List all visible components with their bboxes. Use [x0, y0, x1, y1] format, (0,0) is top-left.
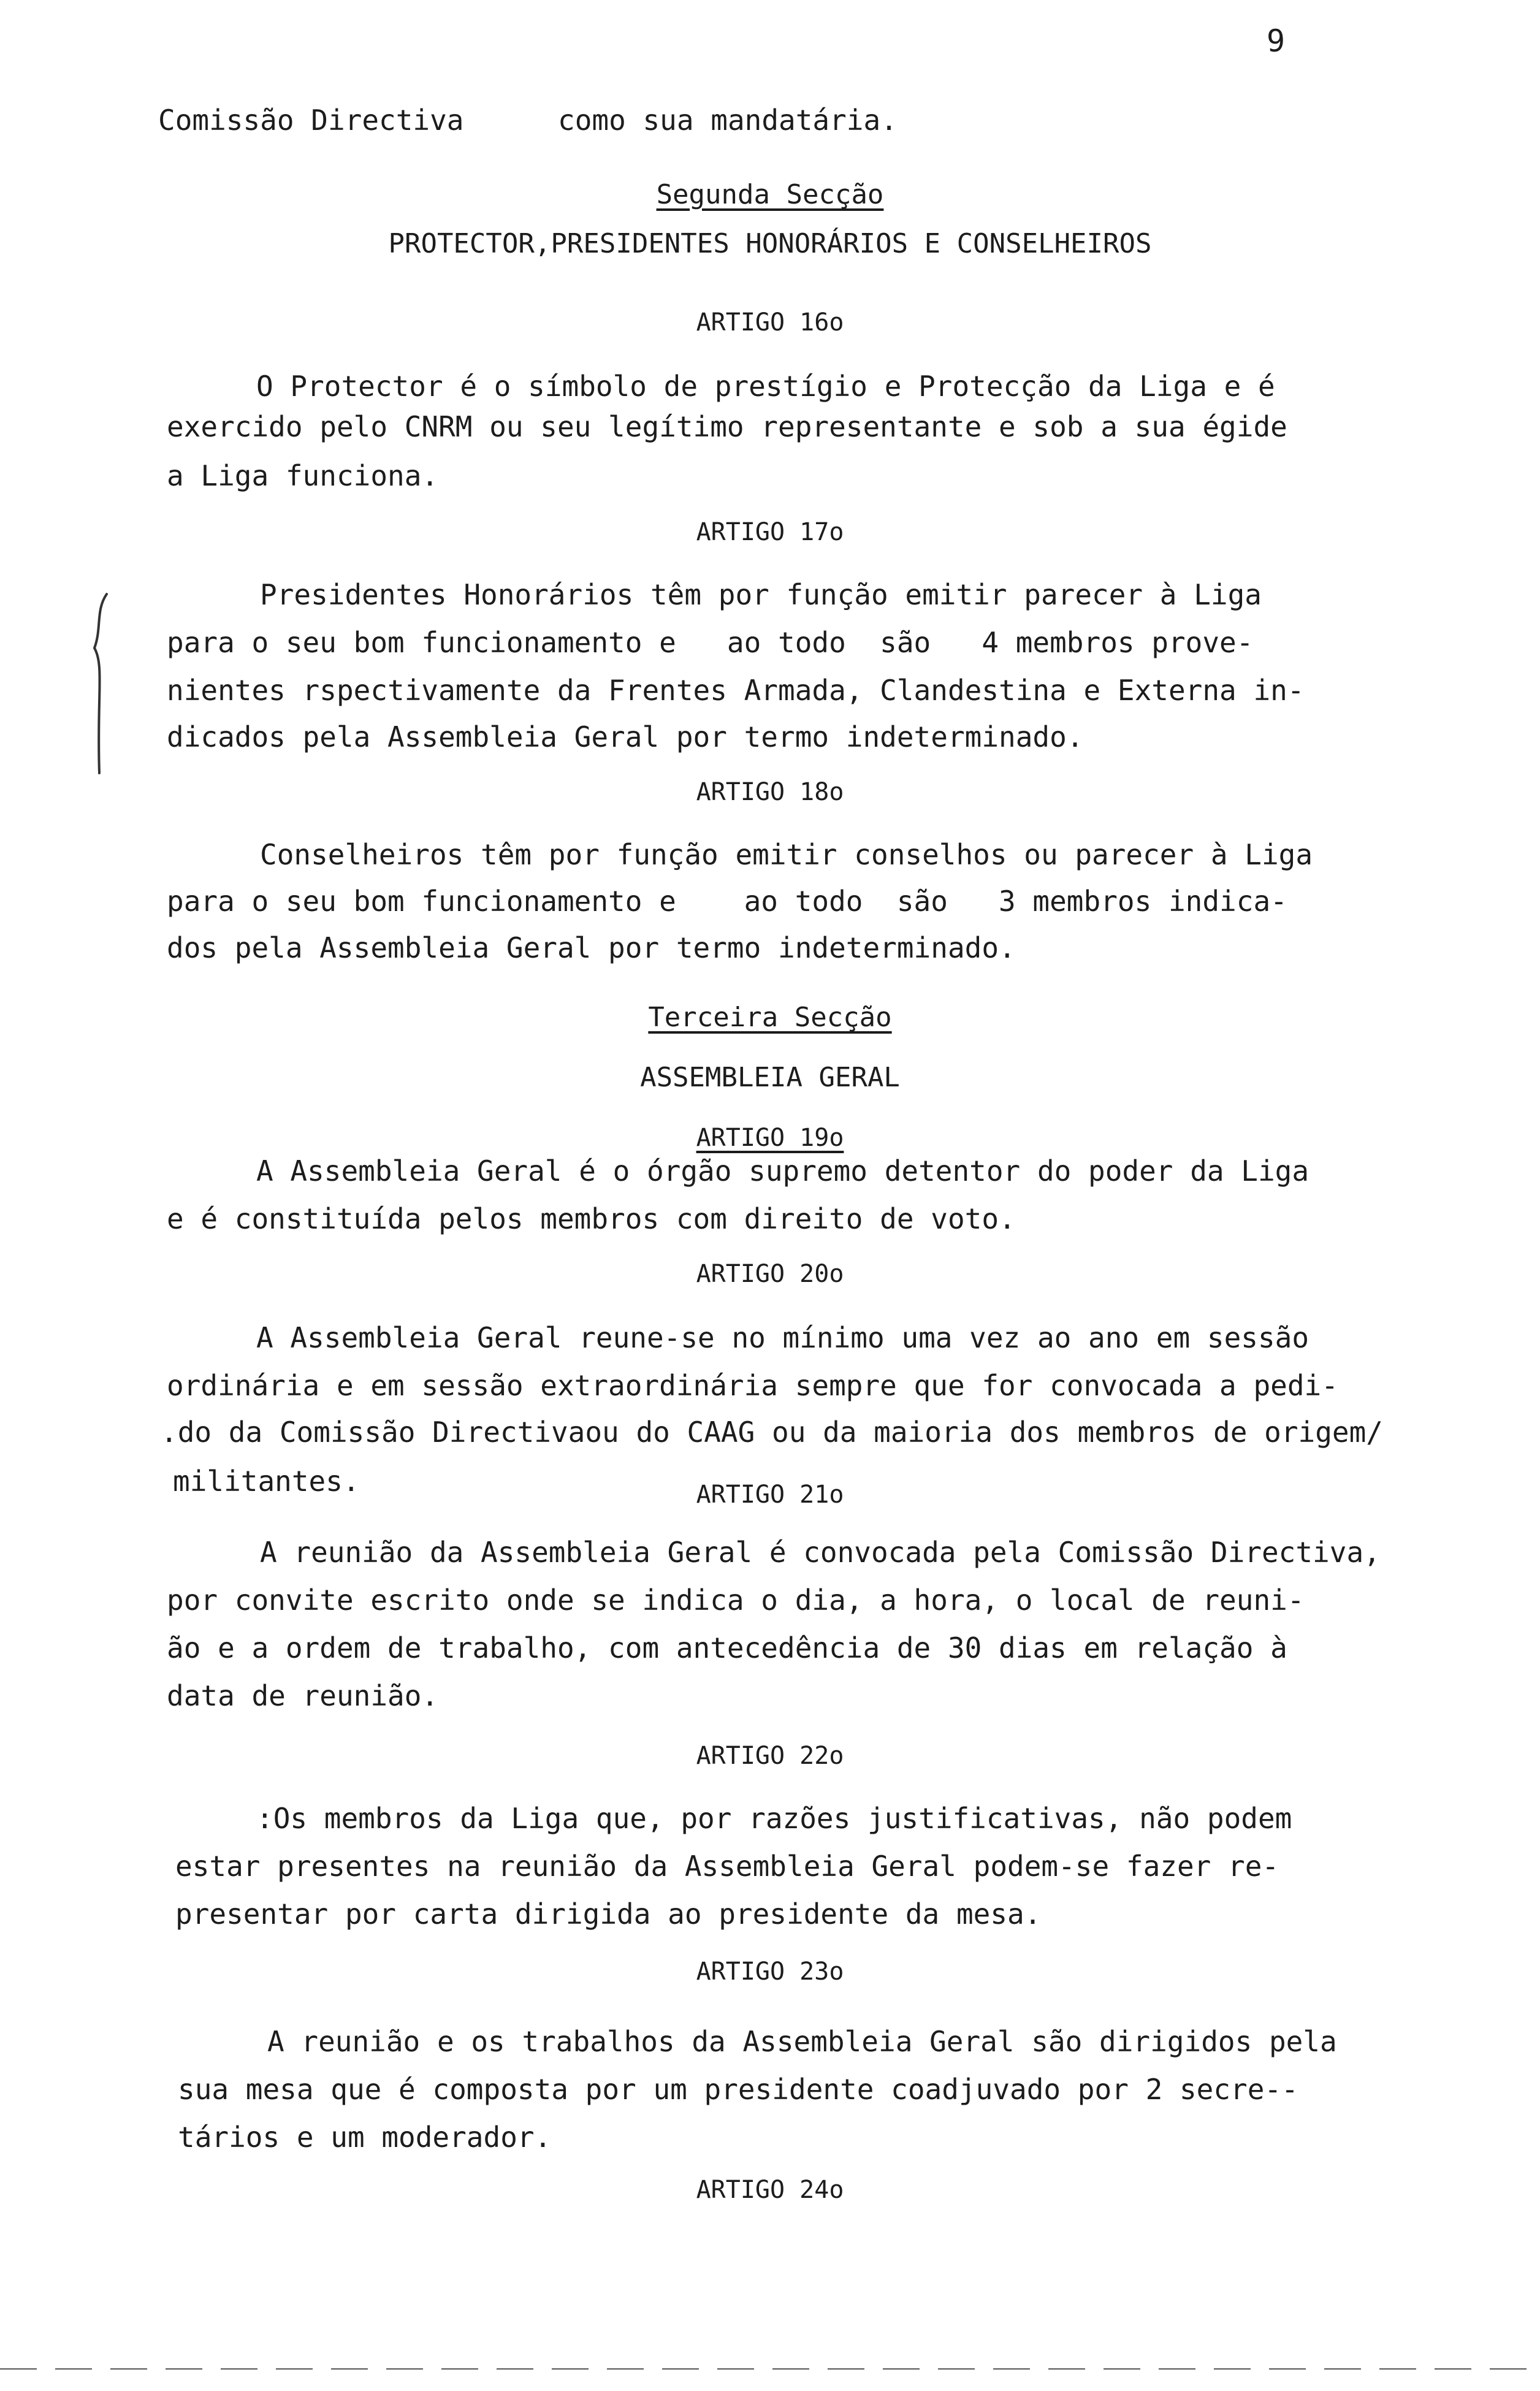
article-line: nientes rspectivamente da Frentes Armada, Clandestina e Externa in-	[167, 674, 1305, 707]
article-line: exercido pelo CNRM ou seu legítimo representante e sob a sua égide	[167, 410, 1287, 443]
article-heading: ARTIGO 24o	[696, 2176, 844, 2204]
article-line: militantes.	[173, 1465, 360, 1498]
article-line: presentar por carta dirigida ao presidente da mesa.	[175, 1897, 1042, 1931]
article-heading: ARTIGO 17o	[696, 518, 844, 546]
article-line: O Protector é o símbolo de prestígio e Protecção da Liga e é	[256, 370, 1275, 403]
margin-bracket-mark	[91, 592, 115, 776]
article-heading: ARTIGO 22o	[696, 1742, 844, 1770]
section-subtitle: PROTECTOR,PRESIDENTES HONORÁRIOS E CONSELHEIROS	[388, 228, 1152, 259]
article-line: a Liga funciona.	[167, 459, 439, 492]
scan-edge-line	[0, 2368, 1540, 2370]
page-number: 9	[1267, 23, 1286, 59]
article-line: ordinária e em sessão extraordinária sempre que for convocada a pedi-	[167, 1369, 1338, 1402]
article-line: :Os membros da Liga que, por razões justificativas, não podem	[256, 1802, 1292, 1835]
header-left: Comissão Directiva	[158, 104, 464, 137]
article-heading: ARTIGO 19o	[696, 1124, 844, 1152]
article-line: Presidentes Honorários têm por função emitir parecer à Liga	[260, 578, 1262, 611]
article-line: .do da Comissão Directivaou do CAAG ou da maioria dos membros de origem/	[161, 1416, 1383, 1449]
article-heading: ARTIGO 18o	[696, 778, 844, 806]
article-line: A reunião da Assembleia Geral é convocada pela Comissão Directiva,	[260, 1536, 1381, 1569]
article-line: A reunião e os trabalhos da Assembleia Geral são dirigidos pela	[267, 2025, 1337, 2058]
article-line: data de reunião.	[167, 1679, 439, 1712]
article-line: dicados pela Assembleia Geral por termo indeterminado.	[167, 720, 1084, 753]
article-line: estar presentes na reunião da Assembleia Geral podem-se fazer re-	[175, 1850, 1279, 1883]
article-line: ão e a ordem de trabalho, com antecedência de 30 dias em relação à	[167, 1631, 1287, 1665]
article-line: dos pela Assembleia Geral por termo indeterminado.	[167, 931, 1016, 964]
article-heading: ARTIGO 21o	[696, 1481, 844, 1509]
article-line: e é constituída pelos membros com direito de voto.	[167, 1202, 1016, 1235]
article-line: para o seu bom funcionamento e ao todo são 4 membros prove-	[167, 626, 1254, 659]
article-heading: ARTIGO 16o	[696, 308, 844, 337]
section-subtitle: ASSEMBLEIA GERAL	[640, 1062, 900, 1093]
article-line: A Assembleia Geral reune-se no mínimo uma vez ao ano em sessão	[256, 1321, 1309, 1354]
article-line: A Assembleia Geral é o órgão supremo detentor do poder da Liga	[256, 1154, 1309, 1188]
article-line: tários e um moderador.	[178, 2121, 552, 2154]
section-title: Segunda Secção	[656, 179, 884, 210]
header-right: como sua mandatária.	[558, 104, 898, 137]
article-heading: ARTIGO 20o	[696, 1260, 844, 1288]
article-line: para o seu bom funcionamento e ao todo são 3 membros indica-	[167, 885, 1287, 918]
section-title: Terceira Secção	[648, 1002, 892, 1033]
article-line: por convite escrito onde se indica o dia, a hora, o local de reuni-	[167, 1584, 1305, 1617]
article-line: Conselheiros têm por função emitir conselhos ou parecer à Liga	[260, 838, 1313, 871]
article-line: sua mesa que é composta por um presidente coadjuvado por 2 secre--	[178, 2073, 1298, 2106]
article-heading: ARTIGO 23o	[696, 1958, 844, 1986]
